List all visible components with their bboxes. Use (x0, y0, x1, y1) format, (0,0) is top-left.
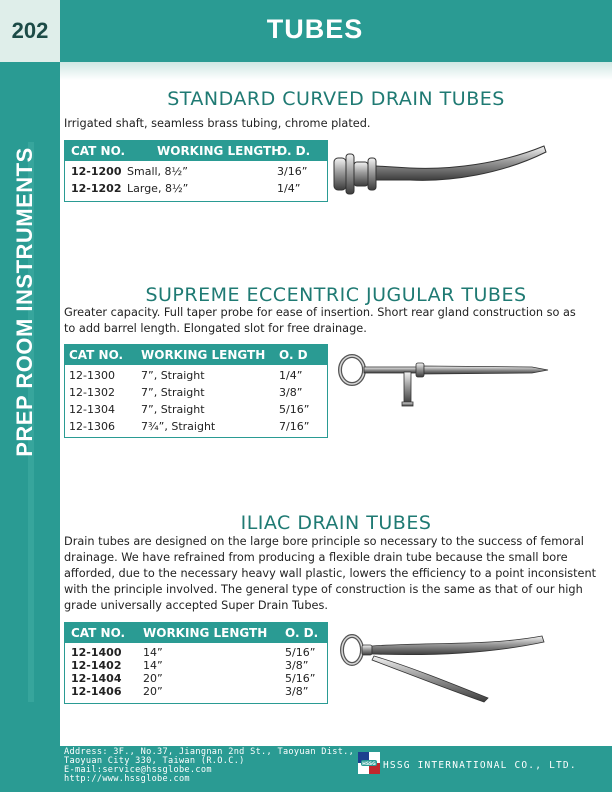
address-line: Taoyuan City 330, Taiwan (R.O.C.) (64, 756, 245, 766)
company-name: HSSG INTERNATIONAL CO., LTD. (383, 760, 577, 771)
working-length: 7”, Straight (141, 369, 205, 382)
product-table (64, 140, 328, 202)
outer-diameter: 3/8” (279, 386, 303, 399)
header-shade (60, 62, 612, 80)
header-cat-no: CAT NO. (69, 348, 124, 362)
cat-no: 12-1402 (71, 659, 122, 672)
table-row (65, 419, 327, 436)
header-cat-no: CAT NO. (71, 626, 126, 640)
sidebar-category-label: PREP ROOM INSTRUMENTS (12, 147, 37, 457)
working-length: Large, 8½” (127, 182, 189, 195)
cat-no: 12-1302 (69, 386, 115, 399)
header-od: O. D. (285, 626, 319, 640)
working-length: 14” (143, 646, 163, 659)
description-line: afforded, due to the necessary heavy wall plastic, lowers the efficiency to a point inconsistent (64, 567, 597, 580)
cat-no: 12-1200 (71, 165, 122, 178)
table-row (65, 368, 327, 385)
outer-diameter: 3/16” (277, 165, 308, 178)
outer-diameter: 1/4” (277, 182, 301, 195)
table-row (65, 181, 327, 198)
product-table (64, 622, 328, 704)
section-description (64, 305, 594, 337)
page-title: TUBES (266, 14, 364, 44)
cat-no: 12-1202 (71, 182, 122, 195)
header-cat-no: CAT NO. (71, 144, 126, 158)
table-row (65, 164, 327, 181)
product-table (64, 344, 328, 438)
working-length: 14” (143, 659, 163, 672)
table-header (65, 623, 327, 643)
table-row (65, 685, 327, 698)
table-header (65, 345, 327, 365)
outer-diameter: 3/8” (285, 659, 309, 672)
table-row (65, 646, 327, 659)
working-length: 20” (143, 672, 163, 685)
working-length: 20” (143, 685, 163, 698)
table-row (65, 402, 327, 419)
working-length: 7”, Straight (141, 386, 205, 399)
cat-no: 12-1400 (71, 646, 122, 659)
table-row (65, 385, 327, 402)
cat-no: 12-1304 (69, 403, 115, 416)
company-logo-icon (358, 752, 380, 774)
website-link[interactable]: http://www.hssglobe.com (64, 774, 190, 784)
header-working-length: WORKING LENGTH (141, 348, 266, 362)
header-working-length: WORKING LENGTH (157, 144, 282, 158)
outer-diameter: 7/16” (279, 420, 310, 433)
cat-no: 12-1404 (71, 672, 122, 685)
outer-diameter: 3/8” (285, 685, 309, 698)
table-row (65, 659, 327, 672)
description-line: grade universally accepted Super Drain Tubes. (64, 599, 328, 612)
section-description (64, 534, 604, 614)
header-working-length: WORKING LENGTH (143, 626, 268, 640)
description-line: drainage. We have refrained from producing a flexible drain tube because the small bore (64, 551, 568, 564)
iliac-drain-tube-image (338, 626, 552, 706)
jugular-tube-image (336, 346, 552, 410)
section-description: Irrigated shaft, seamless brass tubing, chrome plated. (64, 117, 371, 130)
description-line: to add barrel length. Elongated slot for free drainage. (64, 322, 367, 335)
outer-diameter: 5/16” (285, 672, 316, 685)
description-line: with the principle involved. The general type of construction is the same as that of our high (64, 583, 583, 596)
table-row (65, 672, 327, 685)
outer-diameter: 5/16” (285, 646, 316, 659)
curved-drain-tube-image (330, 140, 552, 206)
description-line: Greater capacity. Full taper probe for ease of insertion. Short rear gland construction so as (64, 306, 576, 319)
logo-text: HSSG (362, 761, 376, 767)
working-length: Small, 8½” (127, 165, 188, 178)
cat-no: 12-1406 (71, 685, 122, 698)
header-od: O. D (279, 348, 308, 362)
working-length: 7”, Straight (141, 403, 205, 416)
email-link[interactable]: E-mail:service@hssglobe.com (64, 765, 212, 775)
footer-address (64, 748, 364, 784)
outer-diameter: 1/4” (279, 369, 303, 382)
outer-diameter: 5/16” (279, 403, 310, 416)
working-length: 7¾”, Straight (141, 420, 216, 433)
header-od: O. D. (277, 144, 311, 158)
address-line: Address: 3F., No.37, Jiangnan 2nd St., Taoyuan Dist., (64, 747, 355, 757)
description-line: Drain tubes are designed on the large bore principle so necessary to the success of femoral (64, 535, 584, 548)
section-title-iliac: ILIAC DRAIN TUBES (240, 512, 432, 534)
section-title-standard-curved: STANDARD CURVED DRAIN TUBES (167, 88, 505, 110)
cat-no: 12-1306 (69, 420, 115, 433)
table-header (65, 141, 327, 161)
section-title-jugular: SUPREME ECCENTRIC JUGULAR TUBES (145, 284, 527, 306)
cat-no: 12-1300 (69, 369, 115, 382)
page-number: 202 (11, 18, 49, 43)
